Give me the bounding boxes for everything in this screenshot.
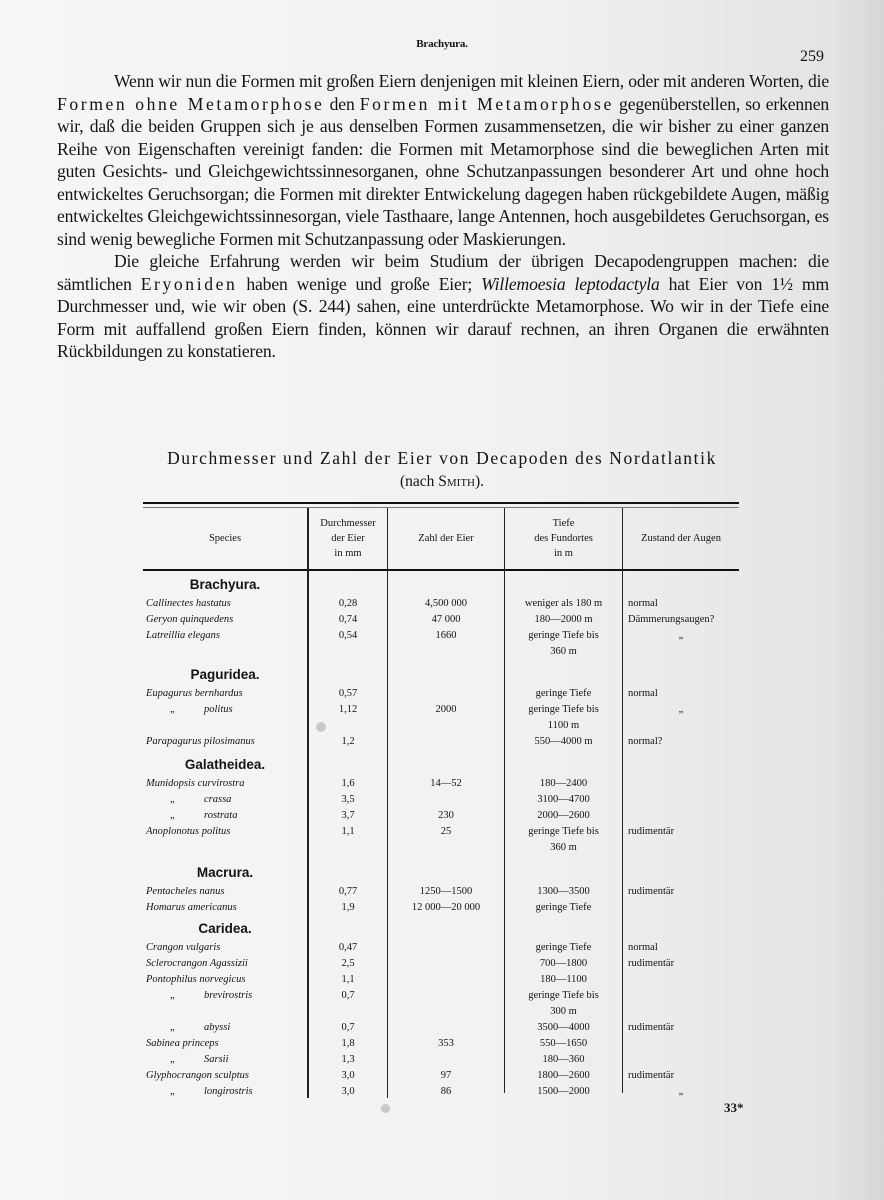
cell-depth: geringe Tiefe bis 1100 m [528, 704, 599, 731]
cell-species [146, 734, 306, 750]
header-label: Zahl der Eier [418, 533, 474, 544]
cell-depth: 180—2000 m [534, 614, 593, 625]
cell-eye-state: rudimentär [628, 826, 675, 837]
table-row [143, 824, 739, 856]
table-header-rule [143, 569, 739, 571]
cell-species [146, 1084, 330, 1100]
cell-depth: 700—1800 [539, 958, 588, 969]
species-name: crassa [204, 794, 232, 805]
table-row [143, 686, 739, 702]
section-heading: Caridea. [198, 921, 252, 936]
table-body [143, 574, 739, 1100]
cell-species [146, 1052, 330, 1068]
paper-blemish [316, 722, 326, 732]
cell-diameter: 1,9 [341, 902, 355, 913]
subtitle-suffix: ). [474, 473, 485, 490]
cell-diameter: 0,28 [338, 598, 358, 609]
paragraph-2 [57, 250, 829, 363]
cell-species [146, 628, 306, 644]
cell-egg-count: 86 [440, 1086, 452, 1097]
species-name: abyssi [204, 1022, 231, 1033]
cell-depth: geringe Tiefe [535, 942, 592, 953]
cell-egg-count: 12 000—20 000 [411, 902, 481, 913]
cell-diameter: 3,7 [341, 810, 355, 821]
spaced-emphasis: Formen ohne Metamorphose [57, 93, 325, 114]
cell-species [146, 596, 306, 612]
species-name: Latreillia elegans [146, 630, 220, 641]
text-run: mm Durchmesser und, wie wir oben (S. 244) sahen, eine unterdrückte Metamorphose. Wo wir in der Tiefe eine Form mit auffallend großen Eiern finden, können wir darauf rechnen, an ihren Organen die erwähnten Rückbildungen zu konstatieren. [57, 273, 829, 361]
cell-diameter: 1,8 [341, 1038, 355, 1049]
cell-depth: geringe Tiefe bis 360 m [528, 630, 599, 657]
cell-species [146, 1020, 330, 1036]
cell-diameter: 3,0 [341, 1086, 355, 1097]
cell-diameter: 1,1 [341, 826, 355, 837]
header-label: Durchmesser der Eier in mm [320, 518, 376, 559]
text-run: hat Eier von [659, 273, 772, 294]
species-name: Crangon vulgaris [146, 942, 221, 953]
paper-blemish [381, 1104, 390, 1113]
species-name: Parapagurus pilosimanus [146, 736, 255, 747]
species-name: Pontophilus norvegicus [146, 974, 246, 985]
spaced-emphasis: Formen mit Metamorphose [359, 93, 614, 114]
species-name: Glyphocrangon sculptus [146, 1070, 249, 1081]
cell-species [146, 972, 306, 988]
page-number: 259 [800, 48, 824, 65]
cell-species [146, 1036, 306, 1052]
cell-eye-state: „ [678, 630, 684, 641]
text-run: den [324, 93, 360, 114]
header-diameter [309, 508, 387, 569]
cell-egg-count: 47 000 [431, 614, 461, 625]
cell-diameter: 0,7 [341, 990, 355, 1001]
ditto-mark: „ [170, 1054, 175, 1065]
cell-depth: geringe Tiefe [535, 902, 592, 913]
species-name: Munidopsis curvirostra [146, 778, 245, 789]
running-head: Brachyura. [416, 38, 468, 50]
cell-diameter: 0,7 [341, 1022, 355, 1033]
table-row [143, 1036, 739, 1052]
cell-diameter: 1,12 [338, 704, 358, 715]
header-label: Tiefe des Fundortes in m [534, 518, 593, 559]
ditto-mark: „ [170, 990, 175, 1001]
cell-depth: 180—360 [542, 1054, 585, 1065]
table-row [143, 808, 739, 824]
cell-species [146, 900, 306, 916]
cell-species [146, 988, 330, 1004]
table-row [143, 884, 739, 900]
cell-egg-count: 1660 [435, 630, 457, 641]
cell-eye-state: normal [628, 688, 658, 699]
cell-diameter: 0,74 [338, 614, 358, 625]
cell-depth: weniger als 180 m [524, 598, 603, 609]
cell-species [146, 612, 306, 628]
table-row [143, 702, 739, 734]
table-row [143, 1052, 739, 1068]
species-italic: Willemoesia leptodactyla [481, 273, 660, 294]
body-text [57, 70, 829, 363]
ditto-mark: „ [170, 1086, 175, 1097]
cell-eye-state: normal [628, 598, 658, 609]
cell-egg-count: 353 [438, 1038, 454, 1049]
cell-egg-count: 230 [438, 810, 454, 821]
species-name: Homarus americanus [146, 902, 237, 913]
cell-diameter: 1,6 [341, 778, 355, 789]
section-heading: Paguridea. [190, 667, 260, 682]
species-name: brevirostris [204, 990, 253, 1001]
table-row [143, 792, 739, 808]
cell-depth: 2000—2600 [537, 810, 590, 821]
cell-egg-count: 97 [440, 1070, 452, 1081]
cell-depth: 1800—2600 [537, 1070, 590, 1081]
table-subtitle [0, 473, 884, 491]
table-row [143, 900, 739, 916]
cell-egg-count: 1250—1500 [419, 886, 473, 897]
table-row [143, 1084, 739, 1100]
paragraph-1 [57, 70, 829, 250]
table-row [143, 972, 739, 988]
table-row [143, 596, 739, 612]
table-row [143, 988, 739, 1020]
cell-eye-state: rudimentär [628, 958, 675, 969]
header-species [143, 508, 307, 569]
cell-diameter: 0,77 [338, 886, 358, 897]
cell-species [146, 1068, 306, 1084]
ditto-mark: „ [170, 810, 175, 821]
table-row [143, 612, 739, 628]
cell-depth: 1500—2000 [537, 1086, 590, 1097]
cell-diameter: 0,54 [338, 630, 358, 641]
table-row [143, 734, 739, 750]
section-heading: Macrura. [196, 865, 254, 880]
species-name: rostrata [204, 810, 238, 821]
header-count [388, 508, 504, 569]
table-row [143, 628, 739, 660]
cell-species [146, 776, 306, 792]
text-run: gegenüberstellen, so erkennen wir, daß die beiden Gruppen sich je aus denselben Formen zusammensetzen, die wir bisher zu einer ganzen Reihe von Eigenschaften vereinigt fanden: die Formen mit Metamorphose sind die beweglichen Arten mit guten Gesichts- und Gleichgewichtssinnesorganen, ohne Schutzanpassungen besonderer Art und ohne hoch entwickeltes Geruchsorgan; die Formen mit direkter Entwickelung dagegen haben rückgebildete Augen, mäßig entwickeltes Gleichgewichtssinnesorgan, viele Tasthaare, lange Antennen, hoch ausgebildetes Geruchsorgan, es sind wenig bewegliche Formen mit Schutzanpassung oder Maskierungen. [57, 93, 830, 249]
cell-diameter: 1,1 [341, 974, 355, 985]
section-heading: Galatheidea. [184, 757, 266, 772]
cell-species [146, 824, 306, 840]
species-name: Sabinea princeps [146, 1038, 219, 1049]
ditto-mark: „ [170, 1022, 175, 1033]
cell-depth: geringe Tiefe [535, 688, 592, 699]
cell-depth: geringe Tiefe bis 360 m [528, 826, 599, 853]
cell-eye-state: „ [678, 704, 684, 715]
cell-diameter: 2,5 [341, 958, 355, 969]
text-run: Die gleiche Erfahrung werden wir beim Studium der übrigen Decapodengruppen machen: die sämtlichen [57, 251, 829, 294]
ditto-mark: „ [170, 704, 175, 715]
species-name: Geryon quinquedens [146, 614, 234, 625]
cell-depth: geringe Tiefe bis 300 m [528, 990, 599, 1017]
cell-diameter: 1,3 [341, 1054, 355, 1065]
species-name: politus [204, 704, 233, 715]
table-row [143, 940, 739, 956]
cell-species [146, 686, 306, 702]
header-label: Zustand der Augen [641, 533, 721, 544]
cell-eye-state: normal? [628, 736, 663, 747]
cell-eye-state: normal [628, 942, 658, 953]
cell-egg-count: 2000 [435, 704, 457, 715]
cell-species [146, 792, 330, 808]
cell-depth: 180—1100 [540, 974, 587, 985]
cell-eye-state: rudimentär [628, 886, 675, 897]
section-heading: Brachyura. [189, 577, 261, 592]
signature-mark: 33* [724, 1100, 744, 1115]
species-name: Eupagurus bernhardus [146, 688, 243, 699]
table-row [143, 1068, 739, 1084]
species-name: Sarsii [204, 1054, 229, 1065]
text-run: Wenn wir nun die Formen mit großen Eiern denjenigen mit kleinen Eiern, oder mit anderen Worten, die [114, 71, 829, 91]
subtitle-prefix: (nach [399, 473, 439, 490]
species-name: Sclerocrangon Agassizii [146, 958, 248, 969]
table-row [143, 1020, 739, 1036]
species-name: Pentacheles nanus [146, 886, 225, 897]
cell-depth: 180—2400 [539, 778, 588, 789]
cell-eye-state: Dämmerungsaugen? [628, 614, 715, 625]
cell-egg-count: 4,500 000 [425, 598, 467, 609]
text-run: haben wenige und große Eier; [237, 273, 482, 294]
table-title: Durchmesser und Zahl der Eier von Decapoden des Nordatlantik [167, 448, 717, 468]
cell-depth: 550—1650 [539, 1038, 588, 1049]
cell-depth: 550—4000 m [534, 736, 593, 747]
table-top-rule [143, 502, 739, 504]
header-depth [505, 508, 622, 569]
subtitle-author: Smith [438, 473, 475, 490]
cell-diameter: 1,2 [341, 736, 355, 747]
header-label: Species [208, 533, 242, 544]
header-eyes [623, 508, 739, 569]
cell-eye-state: rudimentär [628, 1022, 675, 1033]
cell-diameter: 3,5 [341, 794, 355, 805]
cell-species [146, 884, 306, 900]
cell-egg-count: 25 [440, 826, 452, 837]
cell-eye-state: rudimentär [628, 1070, 675, 1081]
ditto-mark: „ [170, 794, 175, 805]
cell-species [146, 808, 330, 824]
cell-diameter: 0,57 [338, 688, 358, 699]
table-row [143, 956, 739, 972]
cell-depth: 3100—4700 [537, 794, 590, 805]
cell-species [146, 956, 306, 972]
species-name: Anoplonotus politus [146, 826, 231, 837]
cell-diameter: 0,47 [338, 942, 358, 953]
species-name: longirostris [204, 1086, 253, 1097]
fraction: 1½ [771, 273, 793, 294]
cell-eye-state: „ [678, 1086, 684, 1097]
spaced-emphasis: Eryoniden [140, 273, 238, 294]
cell-diameter: 3,0 [341, 1070, 355, 1081]
cell-species [146, 940, 306, 956]
cell-egg-count: 14—52 [430, 778, 462, 789]
cell-species [146, 702, 330, 718]
cell-depth: 1300—3500 [537, 886, 590, 897]
cell-depth: 3500—4000 [537, 1022, 590, 1033]
table-row [143, 776, 739, 792]
species-name: Callinectes hastatus [146, 598, 231, 609]
